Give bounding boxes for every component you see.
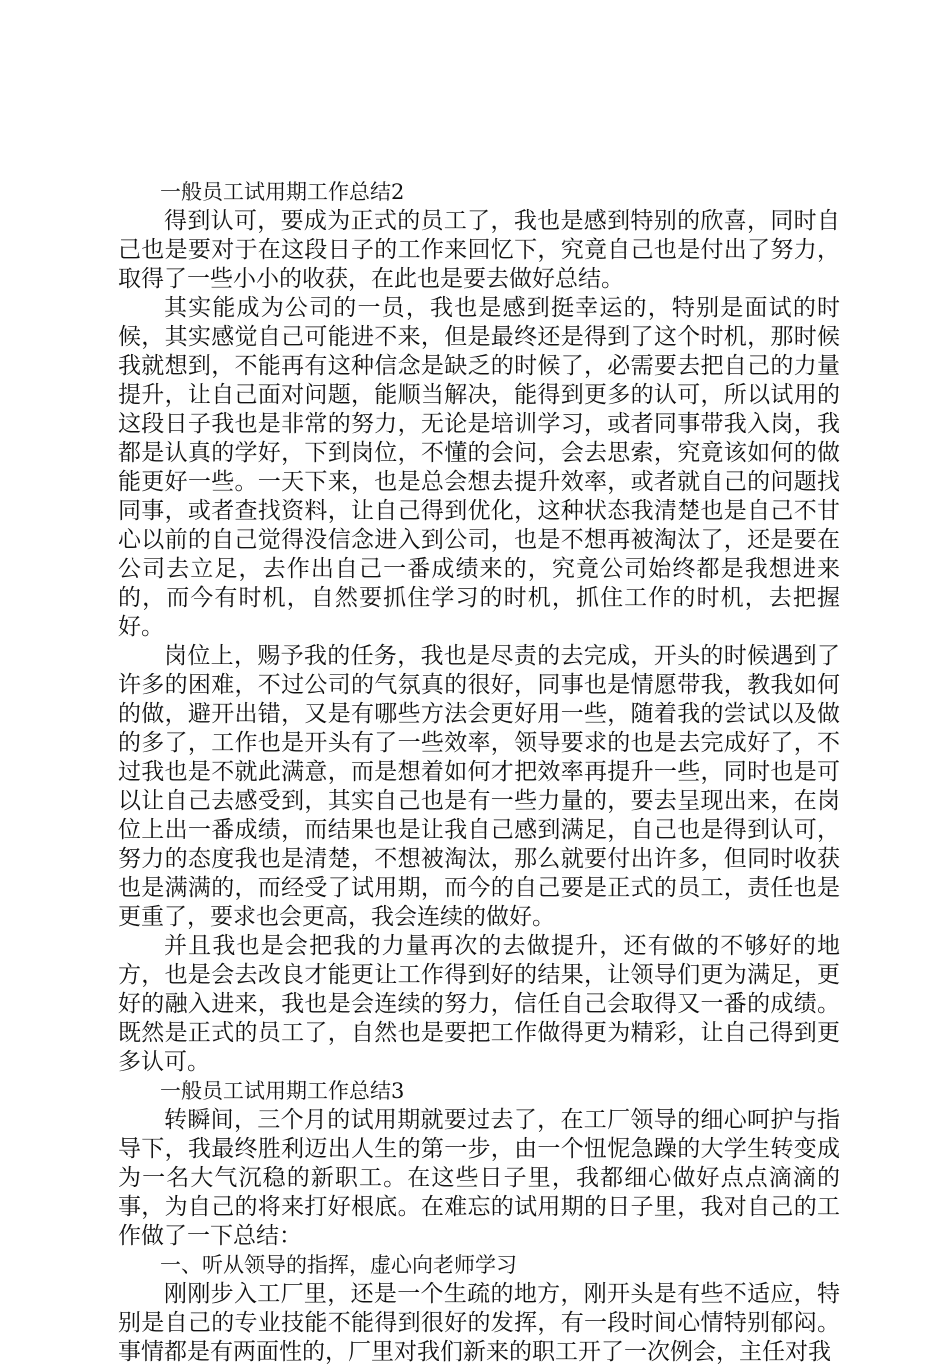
paragraph: 岗位上，赐予我的任务，我也是尽责的去完成，开头的时候遇到了许多的困难，不过公司的气氛真的很好，同事也是情愿带我，教我如何的做，避开出错，又是有哪些方法会更好用一些，随着我的尝试以及做的多了，工作也是开头有了一些效率，领导要求的也是去完成好了，不过我也是不就此满意，而是想着如何才把效率再提升一些，同时也是可以让自己去感受到，其实自己也是有一些力量的，要去呈现出来，在岗位上出一番成绩，而结果也是让我自己感到满足，自己也是得到认可，努力的态度我也是清楚，不想被淘汰，那么就要付出许多，但同时收获也是满满的，而经受了试用期，而今的自己要是正式的员工，责任也是更重了，要求也会更高，我会连续的做好。 (118, 643, 840, 930)
paragraph: 刚刚步入工厂里，还是一个生疏的地方，刚开头是有些不适应，特别是自己的专业技能不能得到很好的发挥，有一段时间心情特别郁闷。事情都是有两面性的，厂里对我们新来的职工开了一次例会，主任对我 (118, 1281, 840, 1365)
section-heading: 一般员工试用期工作总结2 (160, 180, 405, 204)
paragraph: 其实能成为公司的一员，我也是感到挺幸运的，特别是面试的时候，其实感觉自己可能进不来，但是最终还是得到了这个时机，那时候我就想到，不能再有这种信念是缺乏的时候了，必需要去把自己的力量提升，让自己面对问题，能顺当解决，能得到更多的认可，所以试用的这段日子我也是非常的努力，无论是培训学习，或者同事带我入岗，我都是认真的学好，下到岗位，不懂的会问，会去思索，究竟该如何的做能更好一些。一天下来，也是总会想去提升效率，或者就自己的问题找同事，或者查找资料，让自己得到优化，这种状态我清楚也是自己不甘心以前的自己觉得没信念进入到公司，也是不想再被淘汰了，还是要在公司去立足，去作出自己一番成绩来的，究竟公司始终都是我想进来的，而今有时机，自然要抓住学习的时机，抓住工作的时机，去把握好。 (118, 295, 840, 640)
subsection-heading: 一、听从领导的指挥，虚心向老师学习 (160, 1253, 517, 1277)
document-body (118, 178, 840, 1367)
paragraph: 转瞬间，三个月的试用期就要过去了，在工厂领导的细心呵护与指导下，我最终胜利迈出人生的第一步，由一个忸怩急躁的大学生转变成为一名大气沉稳的新职工。在这些日子里，我都细心做好点点滴滴的事，为自己的将来打好根底。在难忘的试用期的日子里，我对自己的工作做了一下总结： (118, 1107, 840, 1249)
paragraph: 并且我也是会把我的力量再次的去做提升，还有做的不够好的地方，也是会去改良才能更让工作得到好的结果，让领导们更为满足，更好的融入进来，我也是会连续的努力，信任自己会取得又一番的成绩。既然是正式的员工了，自然也是要把工作做得更为精彩，让自己得到更多认可。 (118, 933, 840, 1075)
section-heading: 一般员工试用期工作总结3 (160, 1079, 405, 1103)
paragraph: 得到认可，要成为正式的员工了，我也是感到特别的欣喜，同时自己也是要对于在这段日子的工作来回忆下，究竟自己也是付出了努力，取得了一些小小的收获，在此也是要去做好总结。 (118, 208, 840, 292)
